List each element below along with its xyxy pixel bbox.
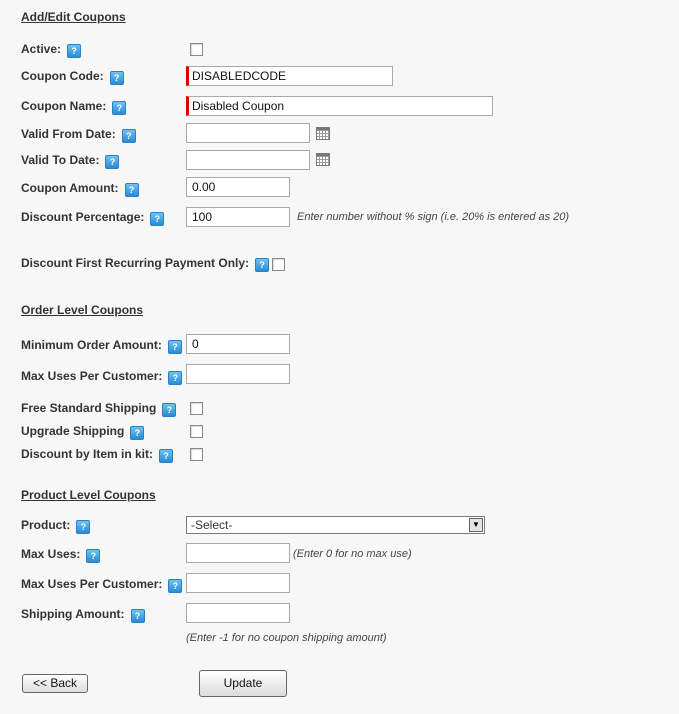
coupon-name-label [21, 99, 126, 115]
back-button[interactable]: << Back [22, 674, 88, 693]
coupon-amount-input[interactable]: 0.00 [186, 177, 290, 197]
product-max-uses-per-customer-label [21, 577, 182, 593]
upgrade-shipping-label [21, 424, 144, 440]
min-order-amount-input[interactable]: 0 [186, 334, 290, 354]
help-icon[interactable]: ? [255, 258, 269, 272]
product-label [21, 518, 90, 534]
coupon-amount-label [21, 181, 139, 197]
coupon-name-label-text: Coupon Name: [21, 99, 107, 113]
discount-kit-checkbox[interactable] [190, 448, 203, 461]
calendar-icon[interactable] [316, 153, 330, 166]
product-select-value: -Select- [191, 518, 233, 532]
coupon-amount-label-text: Coupon Amount: [21, 181, 119, 195]
coupon-code-label [21, 69, 124, 85]
product-label-text: Product: [21, 518, 71, 532]
active-label [21, 42, 81, 58]
discount-kit-label-text: Discount by Item in kit: [21, 447, 154, 461]
help-icon[interactable]: ? [168, 579, 182, 593]
help-icon[interactable]: ? [86, 549, 100, 563]
discount-kit-label [21, 447, 173, 463]
help-icon[interactable]: ? [162, 403, 176, 417]
help-icon[interactable]: ? [122, 129, 136, 143]
max-uses-label [21, 547, 100, 563]
chevron-down-icon[interactable]: ▼ [469, 518, 483, 532]
max-uses-label-text: Max Uses: [21, 547, 81, 561]
discount-first-recurring-checkbox[interactable] [272, 258, 285, 271]
valid-to-input[interactable] [186, 150, 310, 170]
upgrade-shipping-checkbox[interactable] [190, 425, 203, 438]
help-icon[interactable]: ? [110, 71, 124, 85]
help-icon[interactable]: ? [150, 212, 164, 226]
help-icon[interactable]: ? [168, 371, 182, 385]
valid-to-label-text: Valid To Date: [21, 153, 100, 167]
product-select[interactable] [186, 516, 485, 534]
discount-first-recurring-label [21, 256, 269, 272]
order-max-uses-per-customer-input[interactable] [186, 364, 290, 384]
order-max-uses-per-customer-label [21, 369, 182, 385]
shipping-amount-input[interactable] [186, 603, 290, 623]
discount-first-recurring-label-text: Discount First Recurring Payment Only: [21, 256, 250, 270]
coupon-name-input[interactable]: Disabled Coupon [186, 96, 493, 116]
section-title-add-edit: Add/Edit Coupons [21, 10, 126, 24]
free-shipping-checkbox[interactable] [190, 402, 203, 415]
update-button[interactable]: Update [199, 670, 287, 697]
discount-percentage-label-text: Discount Percentage: [21, 210, 145, 224]
shipping-amount-label [21, 607, 145, 623]
help-icon[interactable]: ? [105, 155, 119, 169]
coupon-code-input[interactable]: DISABLEDCODE [186, 66, 393, 86]
min-order-amount-label-text: Minimum Order Amount: [21, 338, 162, 352]
help-icon[interactable]: ? [159, 449, 173, 463]
help-icon[interactable]: ? [112, 101, 126, 115]
calendar-icon[interactable] [316, 127, 330, 140]
coupon-code-label-text: Coupon Code: [21, 69, 104, 83]
section-title-product-level: Product Level Coupons [21, 488, 156, 502]
help-icon[interactable]: ? [67, 44, 81, 58]
order-max-uses-per-customer-label-text: Max Uses Per Customer: [21, 369, 163, 383]
max-uses-input[interactable] [186, 543, 290, 563]
valid-from-label-text: Valid From Date: [21, 127, 116, 141]
discount-percentage-label [21, 210, 164, 226]
help-icon[interactable]: ? [130, 426, 144, 440]
upgrade-shipping-label-text: Upgrade Shipping [21, 424, 125, 438]
active-label-text: Active: [21, 42, 62, 56]
help-icon[interactable]: ? [168, 340, 182, 354]
help-icon[interactable]: ? [76, 520, 90, 534]
valid-to-label [21, 153, 119, 169]
help-icon[interactable]: ? [131, 609, 145, 623]
product-max-uses-per-customer-input[interactable] [186, 573, 290, 593]
max-uses-hint: (Enter 0 for no max use) [293, 548, 412, 560]
valid-from-label [21, 127, 136, 143]
shipping-amount-label-text: Shipping Amount: [21, 607, 125, 621]
product-max-uses-per-customer-label-text: Max Uses Per Customer: [21, 577, 163, 591]
discount-percentage-input[interactable]: 100 [186, 207, 290, 227]
section-title-order-level: Order Level Coupons [21, 303, 144, 317]
active-checkbox[interactable] [190, 43, 203, 56]
valid-from-input[interactable] [186, 123, 310, 143]
min-order-amount-label [21, 338, 182, 354]
free-shipping-label-text: Free Standard Shipping [21, 401, 157, 415]
free-shipping-label [21, 401, 176, 417]
help-icon[interactable]: ? [125, 183, 139, 197]
shipping-amount-hint: (Enter -1 for no coupon shipping amount) [186, 632, 387, 644]
discount-percentage-hint: Enter number without % sign (i.e. 20% is entered as 20) [297, 211, 570, 223]
